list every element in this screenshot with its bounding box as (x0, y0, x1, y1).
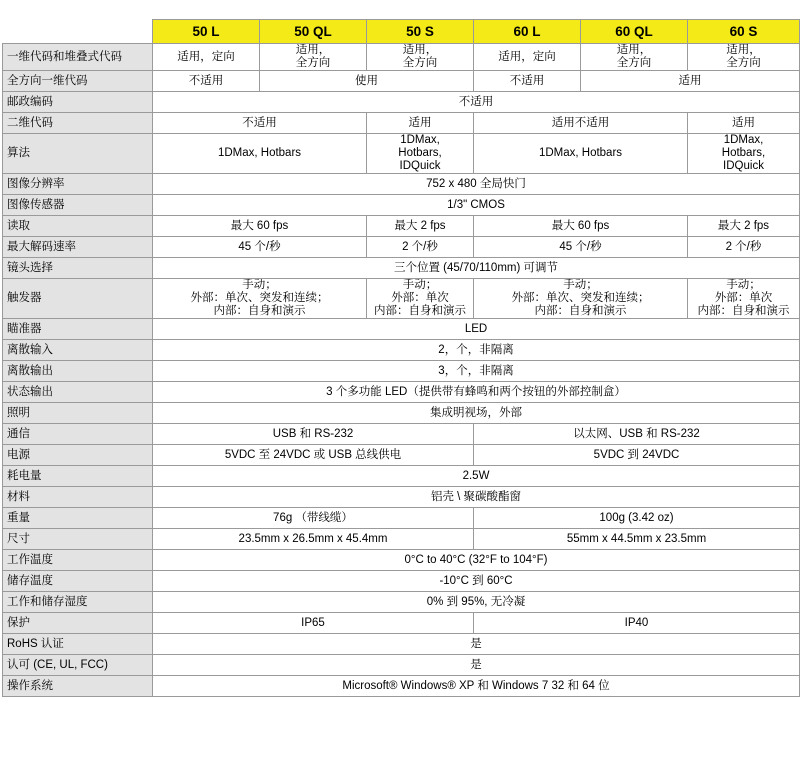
table-cell: -10°C 到 60°C (153, 571, 800, 592)
table-cell: 最大 2 fps (367, 216, 474, 237)
table-row (3, 195, 800, 216)
table-cell: 1DMax, Hotbars (153, 134, 367, 174)
table-cell: 使用 (260, 71, 474, 92)
table-row (3, 319, 800, 340)
cell-line: 1DMax, (400, 134, 440, 146)
table-cell: 以太网、USB 和 RS-232 (474, 424, 800, 445)
table-row (3, 382, 800, 403)
column-header: 50 L (153, 20, 260, 44)
table-cell (581, 44, 688, 71)
table-cell: 23.5mm x 26.5mm x 45.4mm (153, 529, 474, 550)
row-label: 图像传感器 (3, 195, 153, 216)
table-cell: 集成明视场，外部 (153, 403, 800, 424)
table-cell: 1/3" CMOS (153, 195, 800, 216)
table-cell: LED (153, 319, 800, 340)
row-label: 通信 (3, 424, 153, 445)
cell-line: 适用， (402, 44, 438, 56)
spec-table (2, 19, 800, 697)
table-cell: 76g （带线缆） (153, 508, 474, 529)
column-header: 50 S (367, 20, 474, 44)
table-cell: 45 个/秒 (153, 237, 367, 258)
row-label: 状态输出 (3, 382, 153, 403)
row-label: 电源 (3, 445, 153, 466)
table-cell (367, 279, 474, 319)
cell-line: 内部：自身和演示 (374, 305, 466, 317)
table-row (3, 592, 800, 613)
row-label: 读取 (3, 216, 153, 237)
table-cell: 100g (3.42 oz) (474, 508, 800, 529)
table-cell: 2，个，非隔离 (153, 340, 800, 361)
row-label: 一维代码和堆叠式代码 (3, 44, 153, 71)
table-cell: 5VDC 到 24VDC (474, 445, 800, 466)
row-label: 认可 (CE, UL, FCC) (3, 655, 153, 676)
table-cell: 适用不适用 (474, 113, 688, 134)
table-row (3, 134, 800, 174)
row-label: 触发器 (3, 279, 153, 319)
table-cell (367, 134, 474, 174)
cell-line: 手动； (563, 279, 598, 291)
cell-line: 内部：自身和演示 (697, 305, 790, 317)
table-cell: 最大 2 fps (688, 216, 800, 237)
table-cell: IP40 (474, 613, 800, 634)
table-cell: 是 (153, 634, 800, 655)
cell-line: IDQuick (723, 160, 764, 172)
row-label: 全方向一维代码 (3, 71, 153, 92)
row-label: 工作和储存湿度 (3, 592, 153, 613)
table-cell: 适用 (581, 71, 800, 92)
table-cell: 2 个/秒 (688, 237, 800, 258)
table-row (3, 71, 800, 92)
table-row (3, 466, 800, 487)
cell-line: 全方向 (402, 57, 438, 69)
cell-line: 内部：自身和演示 (534, 305, 627, 317)
cell-line: 内部：自身和演示 (213, 305, 306, 317)
row-label: 耗电量 (3, 466, 153, 487)
row-label: 操作系统 (3, 676, 153, 697)
cell-line: 1DMax, (723, 134, 764, 146)
row-label: 瞄准器 (3, 319, 153, 340)
column-header: 60 S (688, 20, 800, 44)
table-cell: 752 x 480 全局快门 (153, 174, 800, 195)
table-row (3, 340, 800, 361)
table-cell: 适用，定向 (474, 44, 581, 71)
cell-line: 适用， (726, 44, 761, 56)
cell-line: IDQuick (399, 160, 441, 172)
row-label: 镜头选择 (3, 258, 153, 279)
cell-line: 外部：单次 (391, 292, 449, 304)
table-cell: 5VDC 至 24VDC 或 USB 总线供电 (153, 445, 474, 466)
table-cell (260, 44, 367, 71)
table-cell: 2 个/秒 (367, 237, 474, 258)
cell-line: 全方向 (726, 57, 761, 69)
row-label: RoHS 认证 (3, 634, 153, 655)
table-row (3, 529, 800, 550)
column-header: 50 QL (260, 20, 367, 44)
row-label: 尺寸 (3, 529, 153, 550)
table-row (3, 92, 800, 113)
cell-line: 适用， (295, 44, 331, 56)
table-cell (688, 44, 800, 71)
table-cell: Microsoft® Windows® XP 和 Windows 7 32 和 64 位 (153, 676, 800, 697)
table-cell: 适用 (367, 113, 474, 134)
table-cell (153, 279, 367, 319)
cell-line: 手动； (242, 279, 277, 291)
table-row (3, 571, 800, 592)
table-cell: 适用 (688, 113, 800, 134)
table-cell: 3，个，非隔离 (153, 361, 800, 382)
row-label: 储存温度 (3, 571, 153, 592)
row-label: 算法 (3, 134, 153, 174)
table-row (3, 655, 800, 676)
table-cell: 55mm x 44.5mm x 23.5mm (474, 529, 800, 550)
row-label: 图像分辨率 (3, 174, 153, 195)
cell-line: 外部：单次、突发和连续； (511, 292, 650, 304)
table-row (3, 279, 800, 319)
table-cell (688, 134, 800, 174)
table-cell: 45 个/秒 (474, 237, 688, 258)
table-cell: 0% 到 95%, 无冷凝 (153, 592, 800, 613)
table-row (3, 487, 800, 508)
table-cell: 适用，定向 (153, 44, 260, 71)
cell-line: Hotbars, (721, 147, 766, 159)
cell-line: 全方向 (295, 57, 331, 69)
table-row (3, 508, 800, 529)
row-label: 保护 (3, 613, 153, 634)
table-cell: 不适用 (153, 113, 367, 134)
table-row (3, 174, 800, 195)
cell-line: 外部：单次、突发和连续； (190, 292, 329, 304)
table-cell: 不适用 (474, 71, 581, 92)
row-label: 材料 (3, 487, 153, 508)
table-cell: 最大 60 fps (153, 216, 367, 237)
table-cell: 3 个多功能 LED（提供带有蜂鸣和两个按钮的外部控制盒） (153, 382, 800, 403)
row-label: 离散输入 (3, 340, 153, 361)
row-label: 重量 (3, 508, 153, 529)
table-row (3, 403, 800, 424)
column-header: 60 QL (581, 20, 688, 44)
table-cell: 是 (153, 655, 800, 676)
table-row (3, 113, 800, 134)
table-row (3, 676, 800, 697)
table-cell: IP65 (153, 613, 474, 634)
cell-line: 外部：单次 (714, 292, 773, 304)
row-label: 照明 (3, 403, 153, 424)
row-label: 离散输出 (3, 361, 153, 382)
spec-table-body (3, 44, 800, 697)
row-label: 邮政编码 (3, 92, 153, 113)
table-row (3, 445, 800, 466)
table-row (3, 258, 800, 279)
table-cell: 2.5W (153, 466, 800, 487)
table-cell: 0°C to 40°C (32°F to 104°F) (153, 550, 800, 571)
table-cell: USB 和 RS-232 (153, 424, 474, 445)
table-cell: 不适用 (153, 71, 260, 92)
table-row (3, 634, 800, 655)
row-label: 工作温度 (3, 550, 153, 571)
cell-line: Hotbars, (398, 147, 442, 159)
header-row (3, 20, 800, 44)
cell-line: 适用， (616, 44, 652, 56)
table-row (3, 424, 800, 445)
cell-line: 手动； (402, 279, 438, 291)
table-row (3, 237, 800, 258)
table-cell (367, 44, 474, 71)
table-row (3, 44, 800, 71)
table-cell (688, 279, 800, 319)
table-cell: 最大 60 fps (474, 216, 688, 237)
table-cell: 三个位置 (45/70/110mm) 可调节 (153, 258, 800, 279)
table-row (3, 216, 800, 237)
table-row (3, 361, 800, 382)
column-header: 60 L (474, 20, 581, 44)
table-row (3, 613, 800, 634)
table-cell (474, 279, 688, 319)
table-cell: 铝壳 \ 聚碳酸酯窗 (153, 487, 800, 508)
row-label: 最大解码速率 (3, 237, 153, 258)
spec-table-header (3, 20, 800, 44)
cell-line: 全方向 (616, 57, 652, 69)
table-cell: 不适用 (153, 92, 800, 113)
table-cell: 1DMax, Hotbars (474, 134, 688, 174)
cell-line: 手动； (726, 279, 761, 291)
table-row (3, 550, 800, 571)
header-corner (3, 20, 153, 44)
row-label: 二维代码 (3, 113, 153, 134)
